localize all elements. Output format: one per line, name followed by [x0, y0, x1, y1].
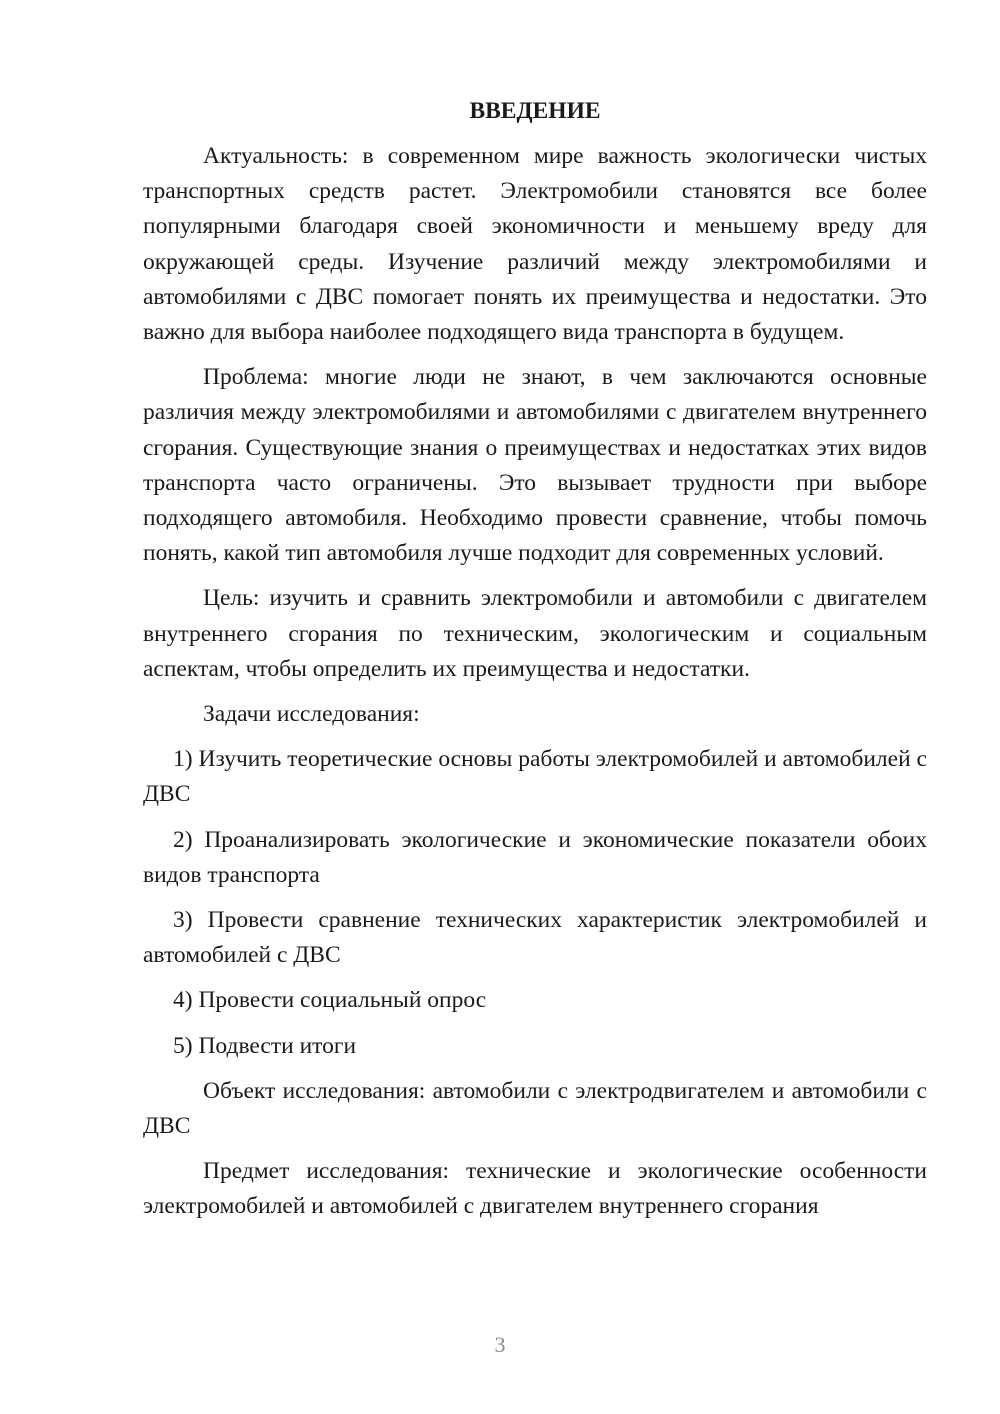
task-item-4: 4) Провести социальный опрос: [173, 987, 487, 1014]
tasks-heading: Задачи исследования:: [203, 701, 420, 728]
object-paragraph: Объект исследования: автомобили с электродвигателем и автомобили с ДВС: [143, 1077, 927, 1140]
problem-paragraph: Проблема: многие люди не знают, в чем заключаются основные различия между электромобилями и автомобилями с двигателем внутреннего сгорания. Существующие знания о преимуществах и недостатках этих видов транспорта часто ограничены. Это вызывает трудности при выборе подходящего автомобиля. Необходимо провести сравнение, чтобы помочь понять, какой тип автомобиля лучше подходит для современных условий.: [143, 364, 927, 567]
task-item-5: 5) Подвести итоги: [173, 1032, 357, 1059]
goal-paragraph: Цель: изучить и сравнить электромобили и автомобили с двигателем внутреннего сгорания по техническим, экологическим и социальным аспектам, чтобы определить их преимущества и недостатки.: [143, 585, 927, 682]
page-content: [143, 92, 927, 1235]
relevance-paragraph: Актуальность: в современном мире важность экологически чистых транспортных средств растет. Электромобили становятся все более популярными благодаря своей экономичности и меньшему вреду для окружающей среды. Изучение различий между электромобилями и автомобилями с ДВС помогает понять их преимущества и недостатки. Это важно для выбора наиболее подходящего вида транспорта в будущем.: [143, 143, 927, 346]
subject-paragraph: Предмет исследования: технические и экологические особенности электромобилей и автомобилей с двигателем внутреннего сгорания: [143, 1158, 927, 1220]
task-item-1: 1) Изучить теоретические основы работы электромобилей и автомобилей с ДВС: [143, 746, 927, 808]
task-item-2: 2) Проанализировать экологические и экономические показатели обоих видов транспорта: [143, 826, 927, 888]
page-number: 3: [494, 1332, 506, 1357]
section-title: ВВЕДЕНИЕ: [469, 98, 601, 124]
task-item-3: 3) Провести сравнение технических характеристик электромобилей и автомобилей с ДВС: [143, 907, 927, 969]
